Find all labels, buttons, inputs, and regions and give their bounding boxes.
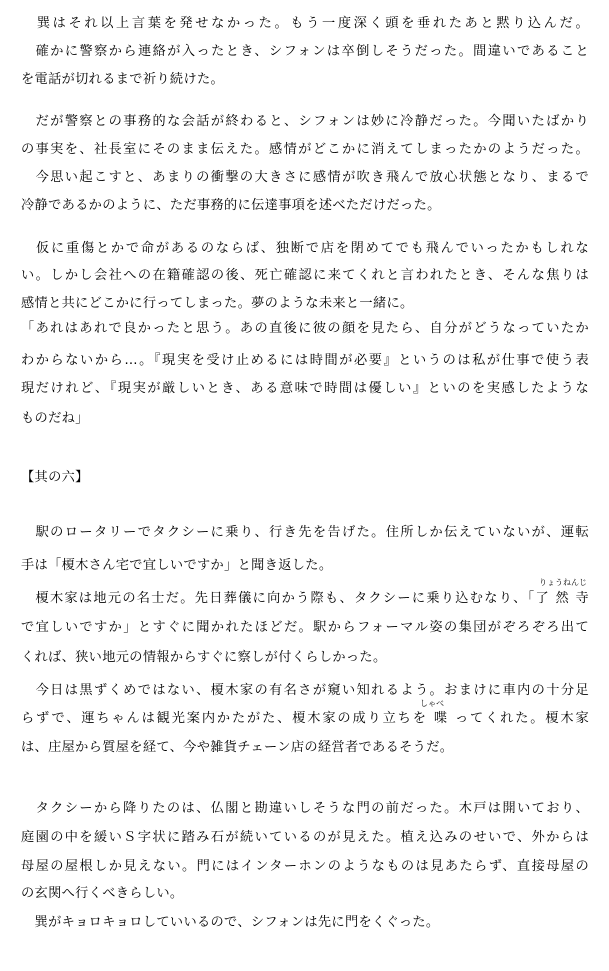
text-line-4: だが警察との事務的な会話が終わると、シフォンは妙に冷静だった。今聞いたばかり <box>21 114 589 129</box>
text-line-22: くれば、狭い地元の情報からすぐに察しが付くらしかった。 <box>21 650 387 665</box>
text-line-8: 仮に重傷とかで命があるのならば、独断で店を閉めてでも飛んでいったかもしれな <box>21 241 589 256</box>
text-line-6: 今思い起こすと、あまりの衝撃の大きさに感情が吹き飛んで放心状態となり、まるで <box>21 170 589 185</box>
text-line-25: は、庄屋から質屋を経て、今や雑貨チェーン店の経営者であるそうだ。 <box>21 740 454 755</box>
text-line-2: 確かに警察から連絡が入ったとき、シフォンは卒倒しそうだった。間違いであること <box>21 44 589 59</box>
text-line-5: の事実を、社長室にそのまま伝えた。感情がどこかに消えてしまったかのようだった。 <box>21 142 589 157</box>
text-line-29: 母屋の屋根しか見えない。門にはインターホンのようなものは見あたらず、直接母屋の <box>21 859 589 874</box>
text-line-11: 「あれはあれで良かったと思う。あの直後に彼の顔を見たら、自分がどうなっていたか <box>21 321 589 336</box>
text-line-30: の玄関へ行くべきらしい。 <box>21 886 184 901</box>
text-line-1: 巽はそれ以上言葉を発せなかった。もう一度深く頭を垂れたあと黙り込んだ。 <box>21 16 589 31</box>
text-line-23: 今日は黒ずくめではない、榎木家の有名さが窺い知れるよう。おまけに車内の十分足 <box>21 683 589 698</box>
text-line-13: 現だけれど、『現実が厳しいとき、ある意味で時間は優しい』といのを実感したような <box>21 381 589 396</box>
text-line-18: 駅のロータリーでタクシーに乗り、行き先を告げた。住所しか伝えていないが、運転 <box>21 525 589 540</box>
section-heading: 【其の六】 <box>21 470 89 485</box>
text-line-24: らずで、運ちゃんは観光案内かたがた、榎木家の成り立ちを 喋 ってくれた。榎木家 <box>21 711 589 726</box>
text-line-14: ものだね」 <box>21 411 89 426</box>
text-line-10: 感情と共にどこかに行ってしまった。夢のような未来と一緒に。 <box>21 296 414 311</box>
text-line-31: 巽がキョロキョロしていいるので、シフォンは先に門をくぐった。 <box>21 915 440 930</box>
text-line-9: い。しかし会社への在籍確認の後、死亡確認に来てくれと言われたとき、そんな焦りは <box>21 268 589 283</box>
text-line-3: を電話が切れるまで祈り続けた。 <box>21 72 225 87</box>
text-line-12: わからないから…。『現実を受け止めるには時間が必要』というのは私が仕事で使う表 <box>21 353 589 368</box>
text-line-7: 冷静であるかのように、ただ事務的に伝達事項を述べただけだった。 <box>21 198 441 213</box>
text-line-27: タクシーから降りたのは、仏閣と勘違いしそうな門の前だった。木戸は開いており、 <box>21 801 589 816</box>
text-line-20: 榎木家は地元の名士だ。先日葬儀に向かう際も、タクシーに乗り込むなり、「了 然 寺 <box>21 591 589 606</box>
text-line-28: 庭園の中を緩いＳ字状に踏み石が続いているのが見えた。植え込みのせいで、外からは <box>21 830 589 845</box>
furigana-ryonenji: りょうねんじ <box>539 578 587 587</box>
furigana-shaberu: しゃべ <box>420 699 444 708</box>
text-line-19: 手は「榎木さん宅で宜しいですか」と聞き返した。 <box>21 558 333 573</box>
text-line-21: で宜しいですか」とすぐに聞かれたほどだ。駅からフォーマル姿の集団がぞろぞろ出て <box>21 620 589 635</box>
